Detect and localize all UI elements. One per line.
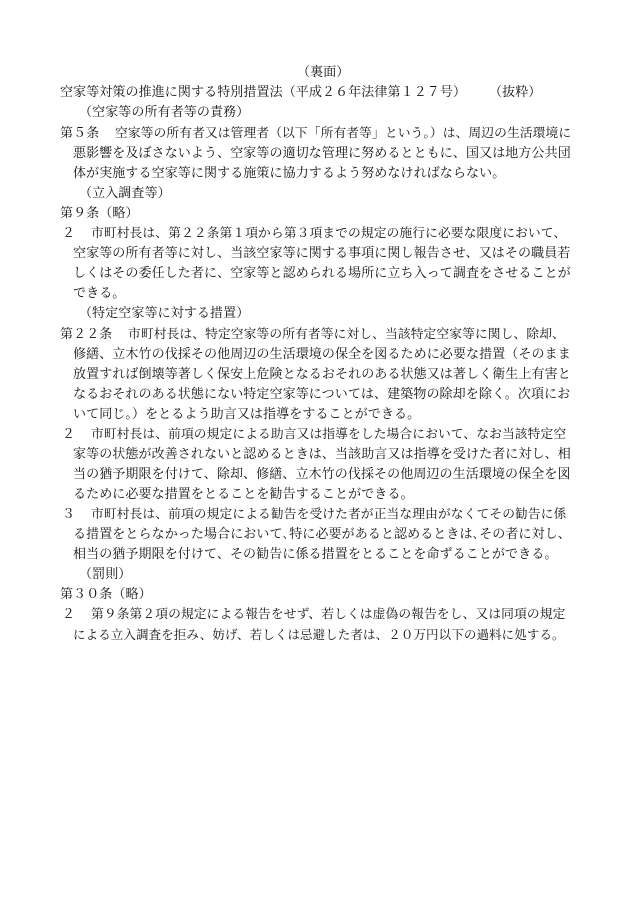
article-line: るために必要な措置をとることを勧告することができる。 — [73, 487, 414, 502]
article-number: 第２２条 — [60, 327, 113, 342]
article-line: 放置すれば倒壊等著しく保安上危険となるおそれのある状態又は著しく衛生上有害と — [73, 367, 571, 382]
article-line: 家等の状態が改善されないと認めるときは、当該助言又は指導を受けた者に対し、相 — [73, 447, 571, 462]
article-line: できる。 — [73, 286, 126, 301]
article-line: 悪影響を及ぼさないよう、空家等の適切な管理に努めるとともに、国又は地方公共団 — [73, 146, 571, 161]
article-line: 市町村長は、特定空家等の所有者等に対し、当該特定空家等に関し、除却、 — [128, 327, 565, 342]
side-label: （裏面） — [297, 65, 350, 80]
article-line: いて同じ。）をとるよう助言又は指導をすることができる。 — [73, 407, 421, 422]
article-heading: （空家等の所有者等の責務） — [79, 105, 250, 120]
article-heading: （罰則） — [79, 567, 132, 582]
article-number: 第９条（略） — [60, 206, 139, 221]
article-line: 体が実施する空家等に関する施策に協力するよう努めなければならない。 — [73, 166, 506, 181]
paragraph-number: ２ — [62, 226, 76, 241]
paragraph-number: ３ — [62, 507, 76, 522]
article-line: 空家等の所有者又は管理者（以下「所有者等」という。）は、周辺の生活環境に — [115, 126, 572, 141]
article-line: 相当の猶予期限を付けて、その勧告に係る措置をとることを命ずることができる。 — [73, 547, 558, 562]
law-title: 空家等対策の推進に関する特別措置法（平成２６年法律第１２７号） — [60, 85, 467, 100]
paragraph-number: ２ — [62, 427, 76, 442]
article-line: 市町村長は、第２２条第１項から第３項までの規定の施行に必要な限度において、 — [91, 226, 567, 241]
article-heading: （特定空家等に対する措置） — [79, 306, 250, 321]
article-line: 空家等の所有者等に対し、当該空家等に関する事項に関し報告させ、又はその職員若 — [73, 246, 571, 261]
article-number: 第３０条（略） — [60, 587, 152, 602]
article-line: る措置をとらなかった場合において､特に必要があると認めるときは､その者に対し、 — [73, 527, 571, 542]
article-number: 第５条 — [60, 126, 100, 141]
article-line: しくはその委任した者に、空家等と認められる場所に立ち入って調査をさせることが — [73, 266, 571, 281]
paragraph-number: ２ — [62, 607, 76, 622]
article-heading: （立入調査等） — [79, 186, 171, 201]
article-line: 当の猶予期限を付けて、除却、修繕、立木竹の伐採その他周辺の生活環境の保全を図 — [73, 467, 571, 482]
article-line: による立入調査を拒み、妨げ、若しくは忌避した者は、２０万円以下の過料に処する。 — [73, 627, 565, 642]
article-line: なるおそれのある状態にない特定空家等については、建築物の除却を除く。次項にお — [73, 387, 571, 402]
excerpt-label: （抜粋） — [489, 85, 542, 100]
article-line: 修繕、立木竹の伐採その他周辺の生活環境の保全を図るために必要な措置（そのまま — [73, 347, 571, 362]
article-line: 市町村長は、前項の規定による勧告を受けた者が正当な理由がなくてその勧告に係 — [91, 507, 567, 522]
article-line: 市町村長は、前項の規定による助言又は指導をした場合において、なお当該特定空 — [91, 427, 567, 442]
article-line: 第９条第２項の規定による報告をせず、若しくは虚偽の報告をし、又は同項の規定 — [91, 607, 566, 622]
